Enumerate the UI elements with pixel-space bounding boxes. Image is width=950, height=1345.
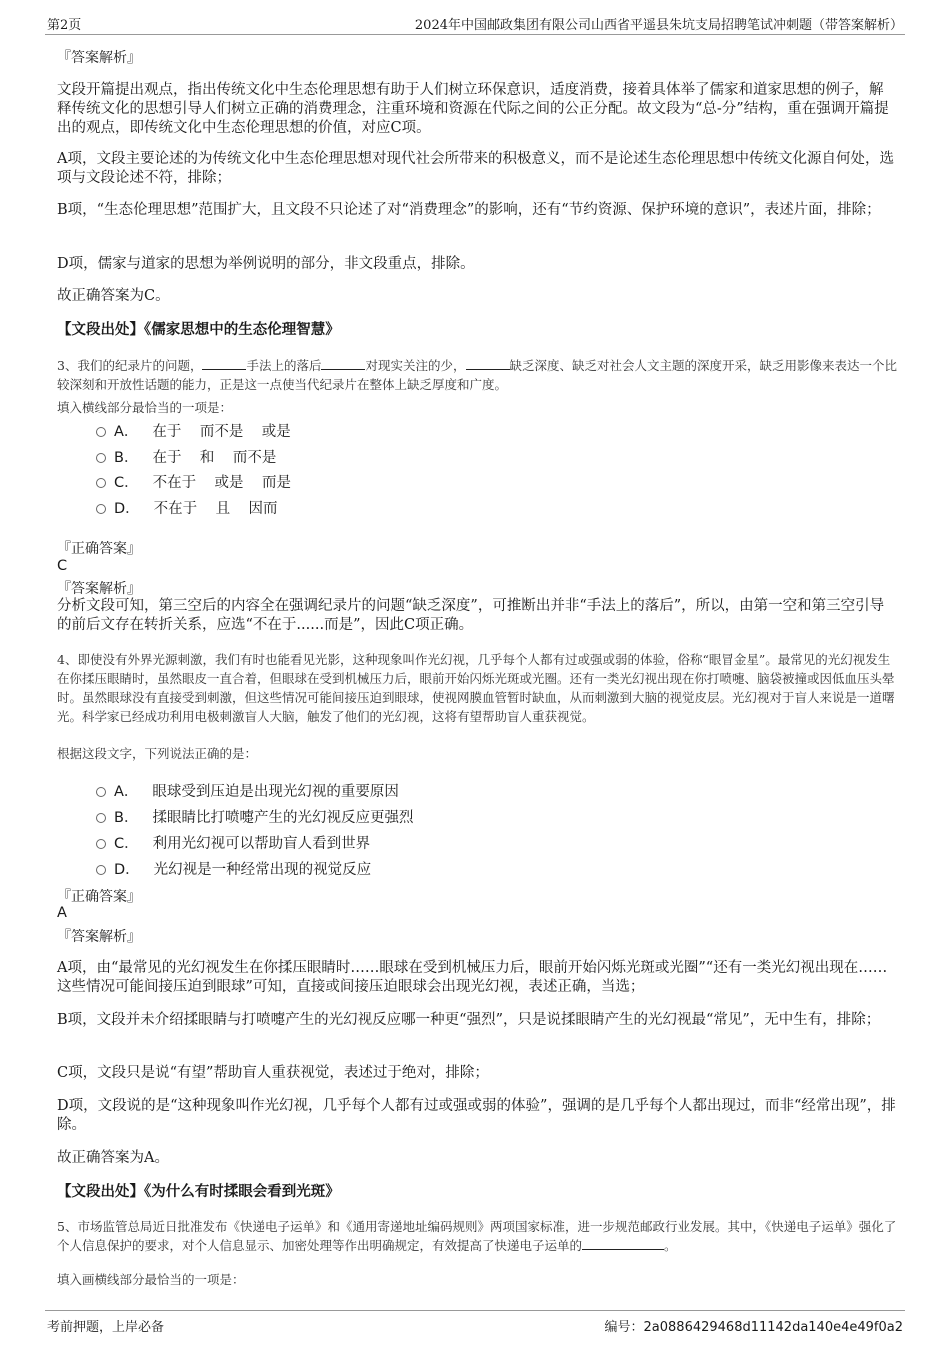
analysis-label: 『答案解析』 xyxy=(57,50,141,66)
analysis-text: 分析文段可知，第三空后的内容全在强调纪录片的问题“缺乏深度”，可推断出并非“手法上的落后”，所以，由第一空和第三空引导的前后文存在转折关系，应选“不在于......而是”，因此C项正确。 xyxy=(57,598,885,633)
analysis-option-b: B项，“生态伦理思想”范围扩大，且文段不只论述了对“消费理念”的影响，还有“节约资源、保护环境的意识”，表述片面，排除； xyxy=(57,202,881,218)
correct-answer-label: 『正确答案』 xyxy=(57,541,141,557)
blank-3 xyxy=(466,358,510,370)
question-5-stem: 5、市场监管总局近日批准发布《快递电子运单》和《通用寄递地址编码规则》两项国家标准，进一步规范邮政行业发展。其中，《快递电子运单》强化了个人信息保护的要求，对个人信息显示、加密处理等作出明确规定，有效提高了快递电子运单的 。 xyxy=(57,1219,897,1253)
radio-icon[interactable] xyxy=(96,865,106,875)
analysis-option-c: C项，文段只是说“有望”帮助盲人重获视觉，表述过于绝对，排除； xyxy=(57,1065,489,1081)
blank-1 xyxy=(202,358,246,370)
radio-icon[interactable] xyxy=(96,504,106,514)
correct-answer-label: 『正确答案』 xyxy=(57,889,141,905)
question-5-prompt: 填入画横线部分最恰当的一项是： xyxy=(57,1272,245,1287)
conclusion: 故正确答案为A。 xyxy=(57,1150,169,1166)
option-b[interactable]: B． 揉眼睛比打喷嚏产生的光幻视反应更强烈 xyxy=(96,806,413,827)
analysis-option-d: D项，儒家与道家的思想为举例说明的部分，非文段重点，排除。 xyxy=(57,256,475,272)
option-d[interactable]: D． 光幻视是一种经常出现的视觉反应 xyxy=(96,858,371,879)
analysis-label: 『答案解析』 xyxy=(57,929,141,945)
document-title: 2024年中国邮政集团有限公司山西省平遥县朱坑支局招聘笔试冲刺题（带答案解析） xyxy=(414,18,903,33)
source-citation: 【文段出处】《儒家思想中的生态伦理智慧》 xyxy=(57,321,340,338)
radio-icon[interactable] xyxy=(96,787,106,797)
analysis-option-a: A项，文段主要论述的为传统文化中生态伦理思想对现代社会所带来的积极意义，而不是论述生态伦理思想中传统文化源自何处，选项与文段论述不符，排除； xyxy=(57,151,894,186)
page-footer xyxy=(45,1310,905,1337)
question-3-stem: 3、我们的纪录片的问题， 手法上的落后 对现实关注的少， 缺乏深度、缺乏对社会人文主题的深度开采，缺乏用影像来表达一个比较深刻和开放性话题的能力，正是这一点使当代纪录片在整体上缺乏厚度和广度。 xyxy=(57,358,898,392)
source-citation: 【文段出处】《为什么有时揉眼会看到光斑》 xyxy=(57,1183,340,1200)
radio-icon[interactable] xyxy=(96,813,106,823)
question-4-prompt: 根据这段文字，下列说法正确的是： xyxy=(57,746,258,761)
footer-slogan: 考前押题，上岸必备 xyxy=(47,1320,165,1335)
option-a[interactable]: A． 在于 而不是 或是 xyxy=(96,420,291,441)
option-b[interactable]: B． 在于 和 而不是 xyxy=(96,446,276,467)
option-a[interactable]: A． 眼球受到压迫是出现光幻视的重要原因 xyxy=(96,780,399,801)
page-number: 第2页 xyxy=(47,18,82,33)
radio-icon[interactable] xyxy=(96,839,106,849)
question-4-stem: 4、即使没有外界光源刺激，我们有时也能看见光影，这种现象叫作光幻视，几乎每个人都有过或强或弱的体验，俗称“眼冒金星”。最常见的光幻视发生在你揉压眼睛时，虽然眼皮一直合着，但眼球在受到机械压力后，眼前开始闪烁光斑或光圈。还有一类光幻视出现在你打喷嚏、脑袋被撞或因低血压头晕时。虽然眼球没有直接受到刺激，但这些情况可能间接压迫到眼球，使视网膜血管暂时缺血，从而刺激到大脑的视觉皮层。光幻视对于盲人来说是一道曙光。科学家已经成功利用电极刺激盲人大脑，触发了他们的光幻视，这将有望帮助盲人重获视觉。 xyxy=(57,652,895,724)
page-header xyxy=(45,12,905,35)
correct-answer: C xyxy=(57,558,68,574)
analysis-option-b: B项，文段并未介绍揉眼睛与打喷嚏产生的光幻视反应哪一种更“强烈”，只是说揉眼睛产生的光幻视最“常见”，无中生有，排除； xyxy=(57,1012,881,1028)
option-c[interactable]: C． 利用光幻视可以帮助盲人看到世界 xyxy=(96,832,370,853)
radio-icon[interactable] xyxy=(96,453,106,463)
blank-1 xyxy=(582,1238,664,1250)
analysis-label: 『答案解析』 xyxy=(57,581,141,597)
question-3-prompt: 填入横线部分最恰当的一项是： xyxy=(57,400,233,415)
analysis-text: 文段开篇提出观点，指出传统文化中生态伦理思想有助于人们树立环保意识，适度消费，接着具体举了儒家和道家思想的例子，解释传统文化的思想引导人们树立正确的消费理念，注重环境和资源在代际之间的公正分配。故文段为“总-分”结构，重在强调开篇提出的观点，即传统文化中生态伦理思想的价值，对应C项。 xyxy=(57,82,889,136)
analysis-option-a: A项，由“最常见的光幻视发生在你揉压眼睛时……眼球在受到机械压力后，眼前开始闪烁光斑或光圈”“还有一类光幻视出现在……这些情况可能间接压迫到眼球”可知，直接或间接压迫眼球会出现光幻视，表述正确，当选； xyxy=(57,960,888,995)
blank-2 xyxy=(321,358,365,370)
option-d[interactable]: D． 不在于 且 因而 xyxy=(96,497,278,518)
radio-icon[interactable] xyxy=(96,427,106,437)
document-code: 编号：2a0886429468d11142da140e4e49f0a2 xyxy=(604,1320,903,1335)
radio-icon[interactable] xyxy=(96,478,106,488)
conclusion: 故正确答案为C。 xyxy=(57,288,170,304)
option-c[interactable]: C． 不在于 或是 而是 xyxy=(96,471,291,492)
analysis-option-d: D项，文段说的是“这种现象叫作光幻视，几乎每个人都有过或强或弱的体验”，强调的是几乎每个人都出现过，而非“经常出现”，排除。 xyxy=(57,1098,896,1133)
correct-answer: A xyxy=(57,905,67,921)
